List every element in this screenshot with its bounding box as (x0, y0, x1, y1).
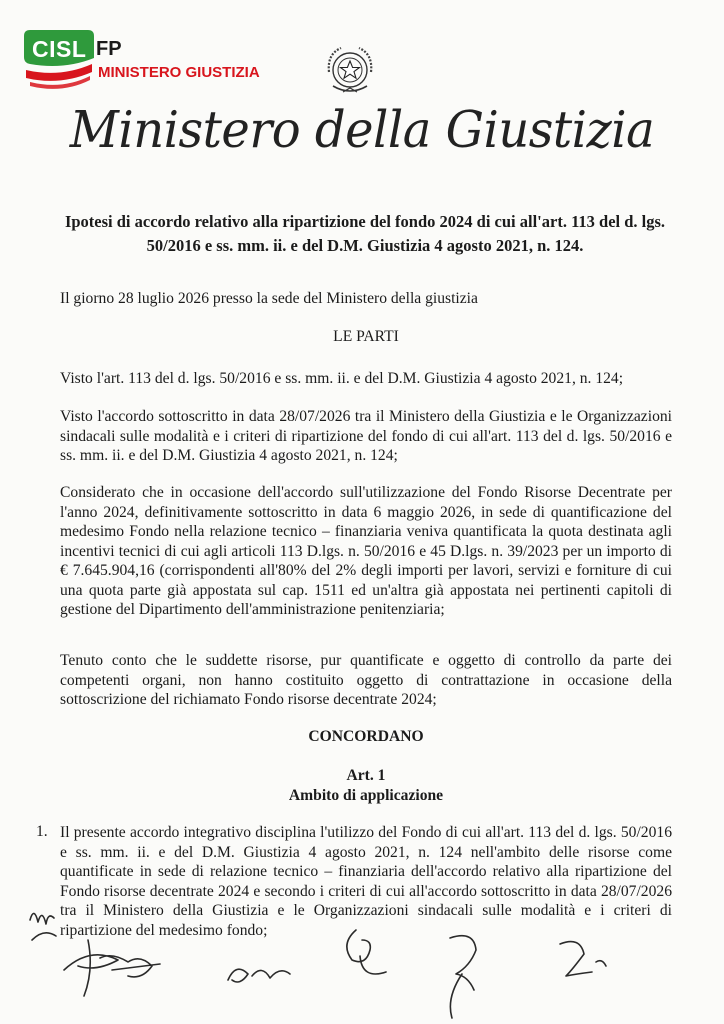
signatures (0, 900, 724, 1024)
logo-fp-text: FP (96, 38, 122, 60)
concordano-heading: CONCORDANO (308, 728, 424, 745)
ministry-header: Ministero della Giustizia (69, 100, 655, 160)
parties-heading: LE PARTI (333, 328, 399, 345)
document-title: Ipotesi di accordo relativo alla ripartizione del fondo 2024 di cui all'art. 113 del d. lgs. 50/2016 e ss. mm. ii. e del D.M. Giustizia 4 agosto 2021, n. 124. (64, 212, 666, 255)
cisl-fp-logo (24, 30, 274, 90)
list-item-text: Il presente accordo integrativo disciplina l'utilizzo del Fondo di cui all'art. 113 del d. lgs. 50/2016 e ss. mm. ii. e del D.M. Giustizia 4 agosto 2021, n. 124 nell'ambito delle risorse come quantificate in sede di relazione tecnico – finanziaria dell'accordo relativo alla ripartizione del Fondo risorse decentrate 2024 e secondo i criteri di cui all'accordo sottoscritto in data 28/07/2026 tra il Ministero della Giustizia e le Organizzazioni sindacali sulle modalità e i criteri di ripartizione del medesimo fondo; (60, 824, 672, 939)
signature-3 (347, 930, 386, 974)
signature-4 (450, 936, 476, 1018)
article-heading: Ambito di applicazione (288, 787, 444, 804)
republic-emblem-icon (321, 40, 379, 98)
initials-signature (30, 913, 56, 940)
paragraph-visto-art: Visto l'art. 113 del d. lgs. 50/2016 e ss. mm. ii. e del D.M. Giustizia 4 agosto 2021, n. 124; (60, 370, 624, 387)
logo-cisl-text: CISL (32, 36, 87, 62)
paragraph-considerato: Considerato che in occasione dell'accordo sull'utilizzazione del Fondo Risorse Decentrate per l'anno 2024, definitivamente sottoscritto in data 6 maggio 2026, in sede di quantificazione del medesimo Fondo nella relazione tecnico – finanziaria veniva quantificata la quota destinata agli incentivi tecnici di cui agli articoli 113 D.lgs. n. 50/2016 e 45 D.lgs. n. 39/2023 per un importo di € 7.645.904,16 (corrispondenti all'80% del 2% degli importi per lavori, servizi e forniture di cui una quota parte già appostata sul cap. 1511 ed un'altra già appostata nei pertinenti capitoli di gestione del Dipartimento dell'amministrazione penitenziaria; (60, 484, 672, 618)
signature-1 (64, 940, 160, 996)
paragraph-visto-accordo: Visto l'accordo sottoscritto in data 28/07/2026 tra il Ministero della Giustizia e le Organizzazioni sindacali sulle modalità e i criteri di ripartizione del fondo di cui all'art. 113 del d. lgs. 50/2016 e ss. mm. ii. e del D.M. Giustizia 4 agosto 2021, n. 124; (60, 408, 672, 464)
intro-line: Il giorno 28 luglio 2026 presso la sede del Ministero della giustizia (60, 290, 478, 307)
logo-subtitle: MINISTERO GIUSTIZIA (98, 64, 260, 81)
signature-5 (560, 942, 606, 976)
paragraph-tenuto-conto: Tenuto conto che le suddette risorse, pur quantificate e oggetto di controllo da parte dei competenti organi, non hanno costituito oggetto di contrattazione in occasione della sottoscrizione del richiamato Fondo risorse decentrate 2024; (60, 652, 672, 708)
article-number: Art. 1 (346, 767, 386, 784)
list-item-number: 1. (36, 823, 48, 840)
signature-2 (228, 969, 290, 982)
